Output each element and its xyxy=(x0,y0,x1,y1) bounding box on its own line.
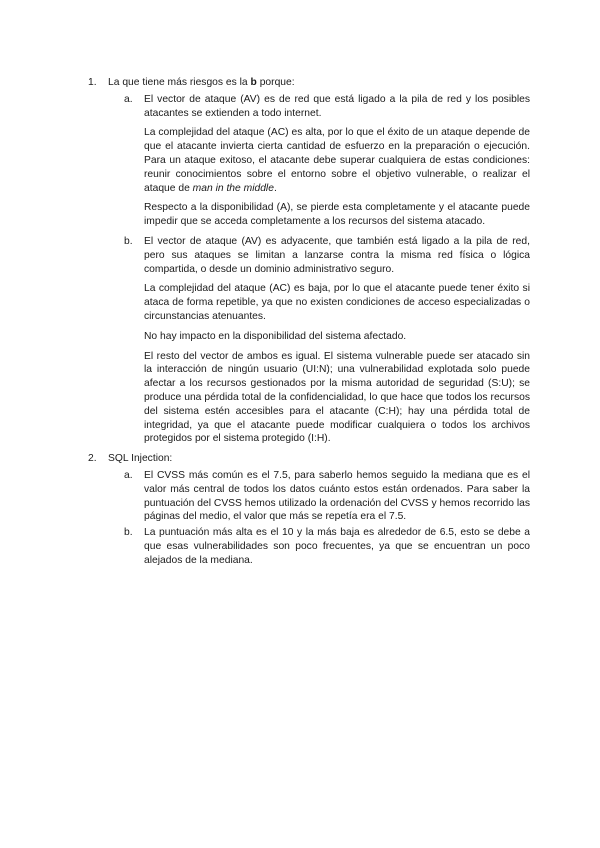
list-item-lead xyxy=(108,76,530,90)
sub-letter: b. xyxy=(124,527,133,539)
document-body xyxy=(88,76,530,574)
paragraph: El CVSS más común es el 7.5, para saberlo hemos seguido la mediana que es el valor más central de todos los datos cuánto estos están ordenados. Para saber la puntuación del CVSS hemos utilizado la ordenación del CVSS y hemos recorrido las páginas del medio, el valor que más se repetía era el 7.5. xyxy=(144,469,530,523)
paragraph: El vector de ataque (AV) es adyacente, que también está ligado a la pila de red, pero sus ataques se limitan a lanzarse contra la misma red física o lógica compartida, o desde un dominio administrativo seguro. xyxy=(144,235,530,275)
paragraph: El vector de ataque (AV) es de red que está ligado a la pila de red y los posibles atacantes se extienden a todo internet. xyxy=(144,93,530,119)
paragraph: El resto del vector de ambos es igual. El sistema vulnerable puede ser atacado sin la interacción de ningún usuario (UI:N); una vulnerabilidad explotada solo puede afectar a los recursos gestionados por la misma autoridad de seguridad (S:U); se produce una pérdida total de la confidencialidad, lo que hace que todos los recursos del sistema estén accesibles para el atacante (C:H); hay una pérdida total de integridad, ya que el atacante puede modificar cualquiera o todos los archivos protegidos por el sistema protegido (I:H). xyxy=(144,350,530,445)
lead-text: La que tiene más riesgos es la xyxy=(108,77,251,88)
paragraph: No hay impacto en la disponibilidad del sistema afectado. xyxy=(144,330,407,342)
list-number: 1. xyxy=(88,77,97,88)
sub-item-2b xyxy=(108,526,530,567)
sub-item-1b xyxy=(108,235,530,446)
paragraph xyxy=(144,126,530,195)
list-item-lead: SQL Injection: xyxy=(108,453,173,465)
list-number: 2. xyxy=(88,453,97,465)
paragraph: Respecto a la disponibilidad (A), se pierde esta completamente y el atacante puede impedir que se acceda completamente a los recursos del sistema atacado. xyxy=(144,202,530,228)
sub-item-2a xyxy=(108,469,530,524)
italic-text: man in the middle xyxy=(192,182,274,194)
paragraph: La puntuación más alta es el 10 y la más baja es alrededor de 6.5, esto se debe a que esas vulnerabilidades son poco frecuentes, ya que se encuentran un poco alejados de la mediana. xyxy=(144,527,530,566)
sub-letter: b. xyxy=(124,235,133,247)
lead-bold-text: b xyxy=(250,77,257,88)
paragraph: La complejidad del ataque (AC) es baja, por lo que el atacante puede tener éxito si ataca de forma repetible, ya que no existen condiciones de acceso especializadas o circunstancias atenuantes. xyxy=(144,283,530,322)
paragraph-text-end: . xyxy=(273,182,277,194)
sub-letter: a. xyxy=(124,469,133,481)
sub-letter: a. xyxy=(124,93,133,105)
sub-item-1a xyxy=(108,93,530,229)
list-item-2 xyxy=(88,452,530,567)
lead-text-end: porque: xyxy=(256,77,295,88)
paragraph-text: La complejidad del ataque (AC) es alta, por lo que el éxito de un ataque depende de que el atacante invierta cierta cantidad de esfuerzo en la preparación o ejecución. Para un ataque exitoso, el atacante debe superar cualquiera de estas condiciones: reunir conocimientos sobre el entorno sobre el objetivo vulnerable, o realizar el ataque de xyxy=(144,127,530,194)
list-item-1 xyxy=(88,76,530,446)
